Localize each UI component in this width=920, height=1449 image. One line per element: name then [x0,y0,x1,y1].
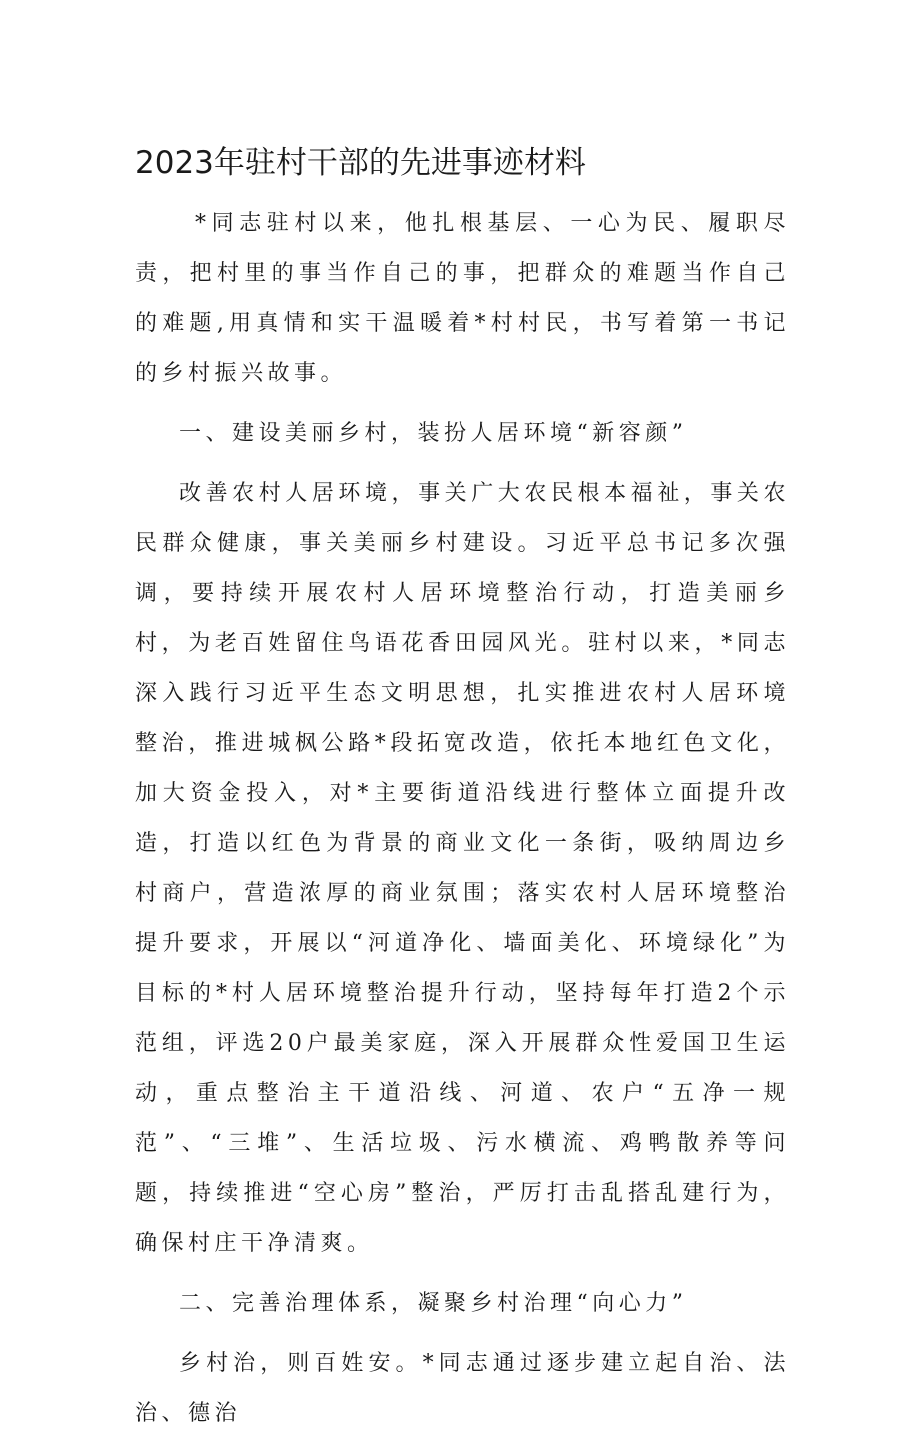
section-1-paragraph: 改善农村人居环境，事关广大农民根本福祉，事关农民群众健康，事关美丽乡村建设。习近平总书记多次强调，要持续开展农村人居环境整治行动，打造美丽乡村，为老百姓留住鸟语花香田园风光。驻村以来，*同志深入践行习近平生态文明思想，扎实推进农村人居环境整治，推进城枫公路*段拓宽改造，依托本地红色文化，加大资金投入，对*主要街道沿线进行整体立面提升改造，打造以红色为背景的商业文化一条街，吸纳周边乡村商户，营造浓厚的商业氛围；落实农村人居环境整治提升要求，开展以“河道净化、墙面美化、环境绿化”为目标的*村人居环境整治提升行动，坚持每年打造2个示范组，评选20户最美家庭，深入开展群众性爱国卫生运动，重点整治主干道沿线、河道、农户“五净一规范”、“三堆”、生活垃圾、污水横流、鸡鸭散养等问题，持续推进“空心房”整治，严厉打击乱搭乱建行为，确保村庄干净清爽。 [135,481,790,1256]
document-body [135,199,790,1449]
section-1-heading: 一、建设美丽乡村，装扮人居环境“新容颜” [179,421,688,446]
intro-paragraph: *同志驻村以来，他扎根基层、一心为民、履职尽责，把村里的事当作自己的事，把群众的难题当作自己的难题,用真情和实干温暖着*村村民，书写着第一书记的乡村振兴故事。 [135,211,790,386]
document-title: 2023年驻村干部的先进事迹材料 [135,145,586,181]
section-2-paragraph: 乡村治，则百姓安。*同志通过逐步建立起自治、法治、德治 [135,1351,790,1426]
section-2-heading: 二、完善治理体系，凝聚乡村治理“向心力” [179,1291,688,1316]
